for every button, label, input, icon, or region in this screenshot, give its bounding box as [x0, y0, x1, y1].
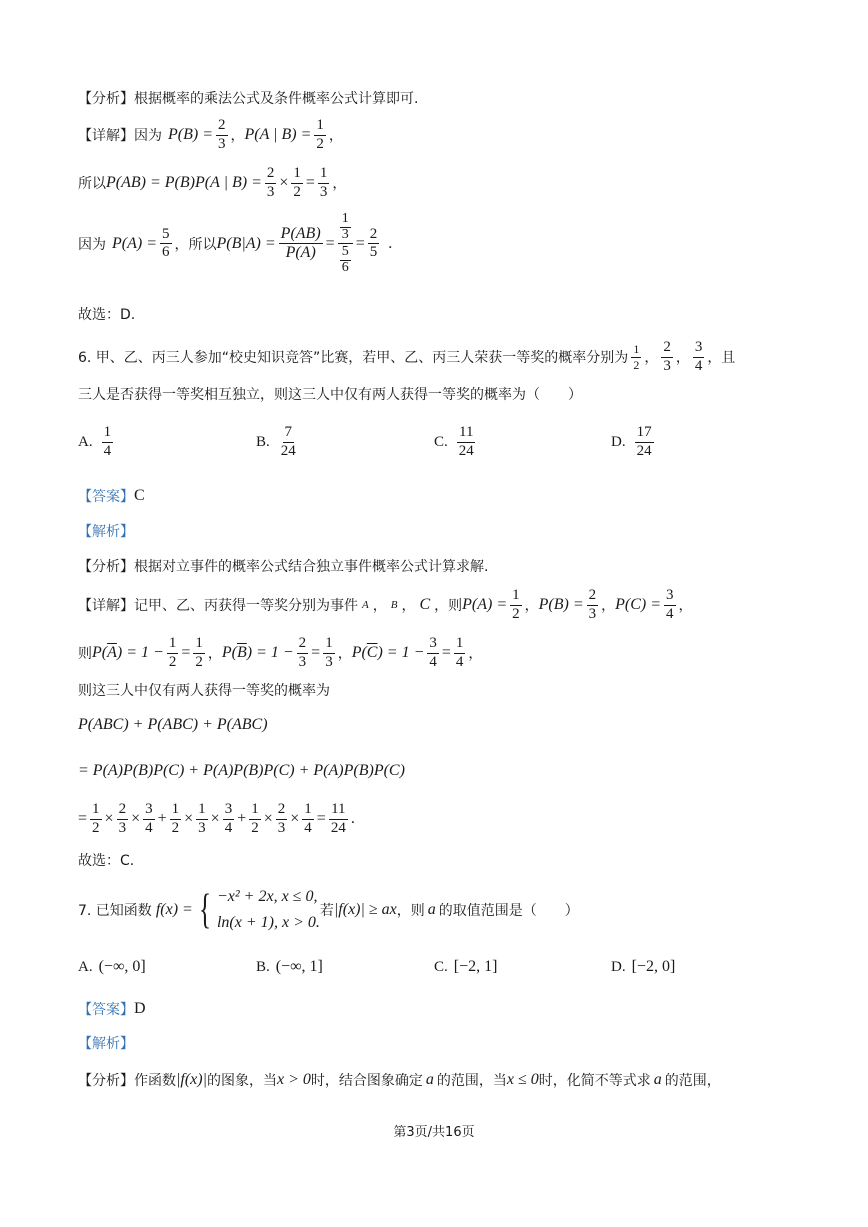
pa-lhs: P(A) =	[112, 234, 157, 252]
separator: ，	[230, 128, 245, 145]
q6-detail-line-1: 【详解】 记甲、乙、丙获得一等奖分别为事件 A ， B ， C ，则 P(A) = $\frac{1}{2}$ ， P(B) = $\frac{2}{3}$ ， P(C) = $\frac{3}{4}$ ，	[78, 587, 693, 622]
abs-fx: |f(x)|	[176, 1071, 207, 1088]
separator: ，	[328, 128, 343, 145]
so-text: ，所以	[174, 236, 217, 253]
fraction: $\frac{3}{4}$	[694, 339, 703, 374]
answer-value: D	[134, 1000, 146, 1017]
choice-text: 故选：D.	[78, 307, 136, 323]
q6-stem-line-2	[78, 384, 582, 404]
fraction: $\frac{7}{24}$	[280, 424, 296, 459]
fraction: $\frac{1}{3}$	[319, 165, 328, 200]
q5-choice	[78, 304, 135, 324]
q7-explain-line	[78, 1033, 134, 1053]
q6-fraction-line: = $\frac{1}{2}$ × $\frac{2}{3}$ × $\frac{3}{4}$ + $\frac{1}{2}$ × $\frac{1}{3}$ × $\frac{3}{4}$ + $\frac{1}{2}$ × $\frac{2}{3}$ × $\frac{1}{4}$ = $\frac{11}{24}$ .	[78, 801, 355, 836]
q5-analysis-line	[78, 88, 418, 108]
q6-detail-line-3	[78, 680, 330, 700]
stem-end: 的取值范围是（ ）	[438, 902, 579, 919]
q6-sum-line	[78, 716, 268, 734]
fraction: $\frac{2}{3}$	[663, 339, 671, 374]
times-sign: ×	[279, 174, 289, 192]
so-text: 所以	[78, 176, 106, 193]
cond-pre: 若	[319, 902, 334, 919]
fraction: $\frac{3}{4}$	[429, 635, 437, 670]
complement-a: $\overline{A}$	[107, 644, 117, 662]
detail-tag: 【详解】	[78, 128, 134, 145]
q6-explain-line	[78, 521, 134, 541]
explain-tag: 【解析】	[78, 1036, 134, 1052]
answer-tag: 【答案】	[78, 1002, 134, 1018]
q7-answer-line	[78, 999, 146, 1019]
q6-option-a[interactable]: A. $\frac{1}{4}$	[78, 424, 112, 459]
pb-lhs: P(B) =	[168, 126, 213, 144]
q6-product-line	[78, 762, 405, 780]
fraction: $\frac{2}{3}$	[298, 635, 307, 670]
period: .	[388, 234, 393, 252]
fx-label: f(x) =	[155, 900, 193, 918]
separator: ，	[332, 176, 347, 193]
analysis-tag: 【分析】	[78, 1073, 134, 1089]
q7-stem-text: 7. 已知函数	[78, 902, 152, 919]
q6-answer-line	[78, 486, 145, 506]
x-positive: x > 0	[277, 1071, 311, 1088]
choice-text: 故选：C.	[78, 853, 135, 869]
fraction: $\frac{3}{4}$	[666, 587, 674, 622]
fraction: $\frac{1}{2}$	[168, 635, 177, 670]
fraction: $\frac{2}{5}$	[369, 225, 378, 261]
case-1: −x² + 2x, x ≤ 0,	[216, 888, 318, 905]
q6-option-b[interactable]: B. $\frac{7}{24}$	[256, 424, 296, 459]
analysis-text: 根据概率的乘法公式及条件概率公式计算即可.	[134, 91, 419, 107]
analysis-text: 根据对立事件的概率公式结合独立事件概率公式计算求解.	[134, 559, 489, 575]
pab-lhs: P(A | B) =	[244, 126, 312, 144]
because-text: 因为	[78, 236, 106, 253]
equals-sign: =	[305, 174, 315, 192]
answer-value: C	[134, 487, 145, 504]
piecewise-brace: {	[198, 886, 211, 933]
fraction: $\frac{11}{24}$	[458, 424, 474, 459]
fraction: $\frac{1}{2}$	[293, 165, 301, 200]
fraction: $\frac{1}{3}$	[325, 635, 333, 670]
q5-detail-line-3: 因为 P(A) = $\frac{5}{6}$ ，所以 P(B|A) = $\frac{P(AB)}{P(A)}$ = 1 3 5 6 = $\frac{2}{5}$ .	[78, 211, 393, 276]
fraction: $\frac{1}{2}$	[633, 342, 640, 372]
q6-option-d[interactable]: D. $\frac{17}{24}$	[611, 424, 652, 459]
q5-detail-line-2	[78, 166, 346, 201]
page-footer: 第3页/共16页	[393, 1125, 475, 1140]
q6-stem-text-2: 三人是否获得一等奖相互独立，则这三人中仅有两人获得一等奖的概率为（ ）	[78, 387, 582, 403]
complement-b: $\overline{B}$	[236, 644, 247, 662]
analysis-tag: 【分析】	[78, 91, 134, 107]
fraction: $\frac{1}{2}$	[512, 587, 520, 622]
q7-option-c[interactable]: C. [−2, 1]	[434, 958, 498, 975]
q6-stem-line-1: 6. 甲、乙、丙三人参加“校史知识竞答”比赛，若甲、乙、丙三人荣获一等奖的概率分别为 $\frac{1}{2}$ ， $\frac{2}{3}$ ， $\frac{3}{4}$ ，且	[78, 339, 736, 374]
answer-tag: 【答案】	[78, 489, 134, 505]
fraction: $\frac{17}{24}$	[636, 424, 652, 459]
fraction: $\frac{2}{3}$	[588, 587, 597, 622]
q7-stem-line	[78, 884, 579, 935]
fraction: $\frac{2}{3}$	[266, 165, 275, 200]
event-c: C	[419, 596, 431, 614]
fraction-big: $\frac{P(AB)}{P(A)}$	[280, 224, 321, 262]
fraction: $\frac{2}{3}$	[218, 117, 226, 152]
product-expression: = P(A)P(B)P(C) + P(A)P(B)P(C) + P(A)P(B)P(C)	[78, 762, 405, 779]
pba-lhs: P(B|A) =	[216, 234, 276, 252]
event-b: B	[390, 599, 398, 612]
case-2: ln(x + 1), x > 0.	[216, 913, 320, 931]
q6-option-c[interactable]: C. $\frac{11}{24}$	[434, 424, 474, 459]
fraction: $\frac{1}{4}$	[455, 635, 464, 670]
pa-expr: P(A) =	[462, 596, 508, 614]
q7-analysis-line: 【分析】 作函数 |f(x)| 的图象，当 x > 0 时，结合图象确定 a 的范围，当 x ≤ 0 时，化简不等式求 a 的范围，	[78, 1071, 721, 1089]
q7-option-b[interactable]: B. (−∞, 1]	[256, 958, 323, 975]
var-a: a	[427, 900, 436, 918]
q6-stem-text: 6. 甲、乙、丙三人参加“校史知识竞答”比赛，若甲、乙、丙三人荣获一等奖的概率分别为	[78, 350, 629, 367]
q6-analysis-line	[78, 556, 488, 576]
q6-detail-line-2: 则 P( $\overline{A}$ ) = 1 − $\frac{1}{2}$ = $\frac{1}{2}$ ， P( $\overline{B}$ ) = 1 − $\frac{2}{3}$ = $\frac{1}{3}$ ， P( $\overline{C}$ ) = 1 − $\frac{3}{4}$ = $\frac{1}{4}$ ，	[78, 635, 483, 670]
explain-tag: 【解析】	[78, 524, 134, 540]
piecewise-cases	[217, 884, 320, 935]
final-fraction: $\frac{11}{24}$	[330, 801, 346, 836]
analysis-tag: 【分析】	[78, 559, 134, 575]
complement-c: $\overline{C}$	[366, 644, 378, 662]
detail-tag: 【详解】	[78, 598, 134, 615]
fraction: $\frac{1}{2}$	[195, 635, 203, 670]
x-nonpositive: x ≤ 0	[506, 1071, 539, 1088]
q7-option-a[interactable]: A. (−∞, 0]	[78, 958, 146, 975]
pc-expr: P(C) =	[615, 596, 662, 614]
sum-expression: P(ABC) + P(ABC) + P(ABC)	[78, 716, 268, 733]
stem-end: ，且	[707, 350, 736, 367]
then-text: 则	[78, 646, 92, 663]
only-two-text: 则这三人中仅有两人获得一等奖的概率为	[78, 683, 330, 699]
q6-choice	[78, 850, 134, 870]
because-text: 因为	[134, 128, 162, 145]
condition: |f(x)| ≥ ax	[333, 900, 397, 918]
cond-mid: ，则	[396, 902, 425, 919]
detail-text: 记甲、乙、丙获得一等奖分别为事件	[134, 598, 358, 615]
event-a: A	[362, 599, 369, 612]
fraction: $\frac{1}{4}$	[103, 424, 112, 459]
fraction: $\frac{5}{6}$	[162, 225, 170, 261]
fraction: $\frac{1}{2}$	[316, 117, 324, 152]
nested-fraction: 1 3 5 6	[338, 212, 353, 276]
q7-option-d[interactable]: D. [−2, 0]	[611, 958, 676, 975]
then-text: ，则	[434, 598, 463, 615]
pb-expr: P(B) =	[538, 596, 584, 614]
q5-detail-line-1	[78, 118, 343, 153]
pab-expression: P(AB) = P(B)P(A | B) =	[106, 174, 262, 192]
